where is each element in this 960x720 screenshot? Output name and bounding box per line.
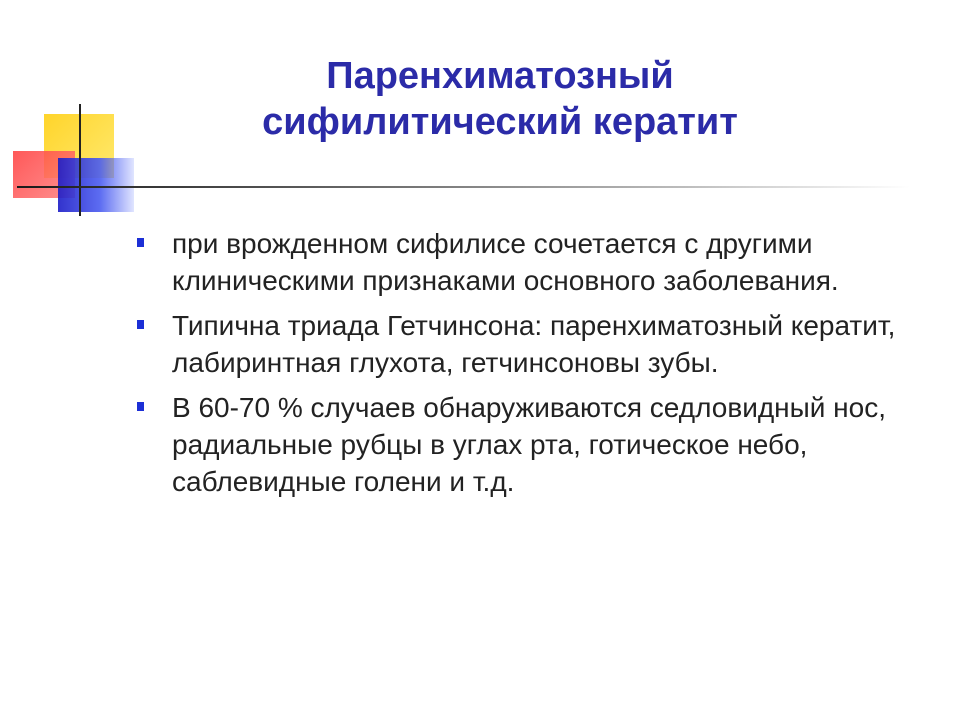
bullet-item <box>132 225 922 299</box>
bullet-text: В 60-70 % случаев обнаруживаются седловидный нос, радиальные рубцы в углах рта, готическое небо, саблевидные голени и т.д. <box>172 392 886 497</box>
slide-title <box>150 53 850 146</box>
title-divider-line <box>17 186 910 188</box>
bullet-text: Типична триада Гетчинсона: паренхиматозный кератит, лабиринтная глухота, гетчинсоновы зубы. <box>172 310 896 378</box>
square-bullet-icon <box>137 320 144 329</box>
bullet-item <box>132 389 922 500</box>
square-bullet-icon <box>137 238 144 247</box>
vertical-line-decoration <box>79 104 81 216</box>
bullet-list <box>132 225 922 508</box>
square-bullet-icon <box>137 402 144 411</box>
bullet-item <box>132 307 922 381</box>
bullet-text: при врожденном сифилисе сочетается с другими клиническими признаками основного заболевания. <box>172 228 839 296</box>
blue-square-decoration <box>58 158 134 212</box>
corner-ornament <box>0 0 160 240</box>
slide-title-line-1: Паренхиматозный <box>326 55 674 97</box>
slide-title-line-2: сифилитический кератит <box>262 101 738 144</box>
